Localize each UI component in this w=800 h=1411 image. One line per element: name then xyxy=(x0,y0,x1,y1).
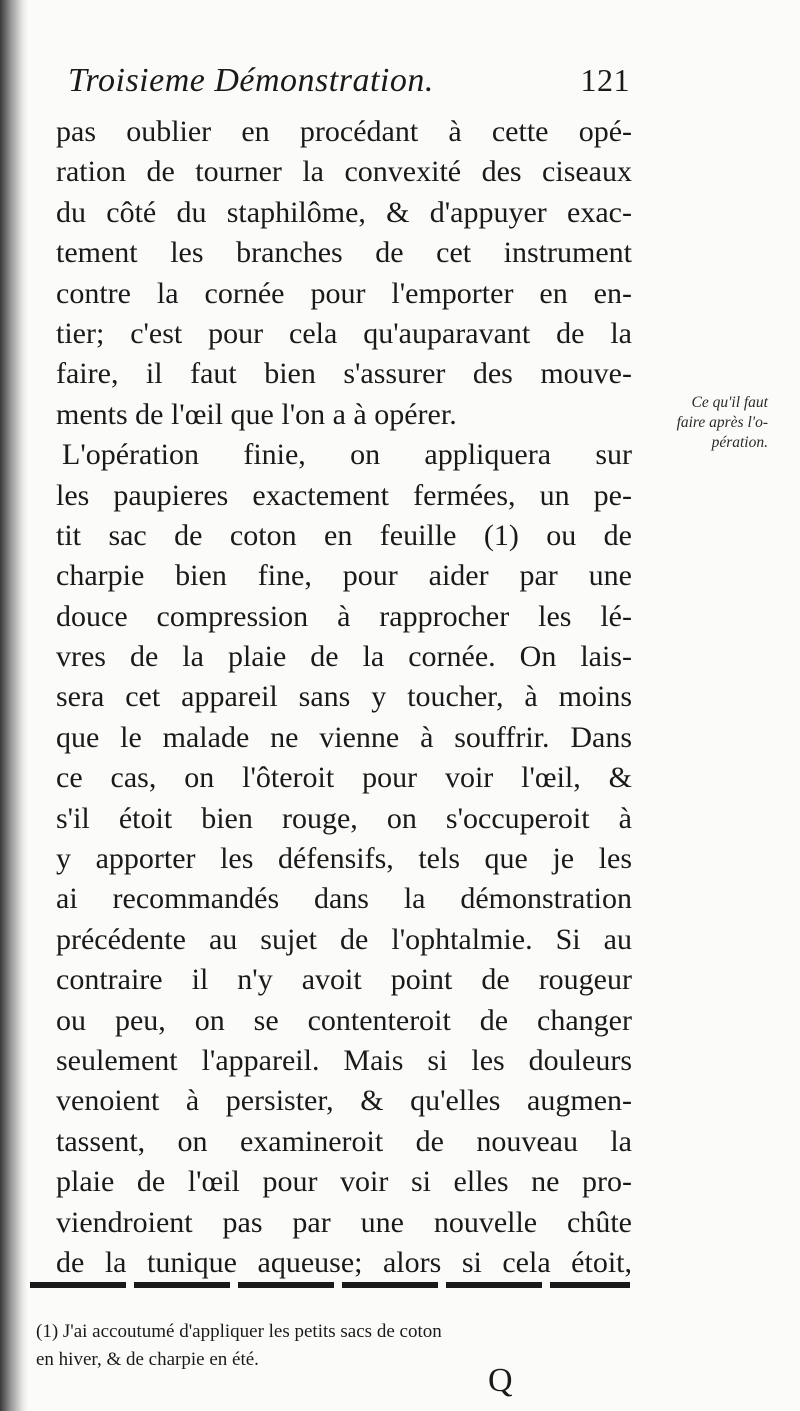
text-line: viendroient pas par une nouvelle chûte xyxy=(56,1205,632,1239)
signature-mark: Q xyxy=(488,1362,513,1399)
running-head-title: Troisieme Démonstration. xyxy=(68,62,434,99)
text-line: tit sac de coton en feuille (1) ou de xyxy=(56,518,632,552)
footnote-rule xyxy=(30,1282,630,1288)
text-line: que le malade ne vienne à souffrir. Dans xyxy=(56,720,632,754)
text-line: L'opération finie, on appliquera sur xyxy=(62,438,632,472)
text-line: de la tunique aqueuse; alors si cela étoit, xyxy=(56,1245,632,1279)
text-line: tement les branches de cet instrument xyxy=(56,236,632,270)
margin-note-line: pération. xyxy=(711,434,768,451)
text-line: charpie bien fine, pour aider par une xyxy=(56,559,632,593)
text-line: ration de tourner la convexité des ciseaux xyxy=(56,155,632,189)
text-line: contraire il n'y avoit point de rougeur xyxy=(56,963,632,997)
page-number: 121 xyxy=(580,62,630,98)
body-text xyxy=(56,112,632,1283)
text-line: venoient à persister, & qu'elles augmen- xyxy=(56,1084,632,1118)
text-line: ments de l'œil que l'on a à opérer. xyxy=(56,397,457,431)
margin-note-line: Ce qu'il faut xyxy=(691,394,768,411)
margin-note xyxy=(618,393,768,453)
text-line: ce cas, on l'ôteroit pour voir l'œil, & xyxy=(56,761,632,795)
text-line: tier; c'est pour cela qu'auparavant de la xyxy=(56,316,632,350)
text-line: pas oublier en procédant à cette opé- xyxy=(56,115,632,148)
text-line: s'il étoit bien rouge, on s'occuperoit à xyxy=(56,801,632,835)
running-head xyxy=(60,62,630,112)
text-line: faire, il faut bien s'assurer des mouve- xyxy=(56,357,632,391)
text-line: contre la cornée pour l'emporter en en- xyxy=(56,276,632,310)
footnote-line: en hiver, & de charpie en été. xyxy=(36,1349,259,1370)
text-line: y apporter les défensifs, tels que je les xyxy=(56,842,632,876)
text-line: vres de la plaie de la cornée. On lais- xyxy=(56,640,632,674)
text-line: du côté du staphilôme, & d'appuyer exac- xyxy=(56,195,632,229)
text-line: tassent, on examineroit de nouveau la xyxy=(56,1124,632,1158)
text-line: douce compression à rapprocher les lé- xyxy=(56,599,632,633)
text-line: seulement l'appareil. Mais si les douleurs xyxy=(56,1043,632,1077)
binding-shadow xyxy=(0,0,28,1411)
text-line: ai recommandés dans la démonstration xyxy=(56,882,632,916)
text-line: les paupieres exactement fermées, un pe- xyxy=(56,478,632,512)
text-line: plaie de l'œil pour voir si elles ne pro- xyxy=(56,1165,632,1199)
text-line: précédente au sujet de l'ophtalmie. Si au xyxy=(56,922,632,956)
margin-note-line: faire après l'o- xyxy=(676,414,768,431)
text-line: sera cet appareil sans y toucher, à moins xyxy=(56,680,632,714)
footnote xyxy=(36,1318,636,1374)
text-line: ou peu, on se contenteroit de changer xyxy=(56,1003,632,1037)
footnote-line: (1) J'ai accoutumé d'appliquer les petits sacs de coton xyxy=(36,1321,442,1342)
